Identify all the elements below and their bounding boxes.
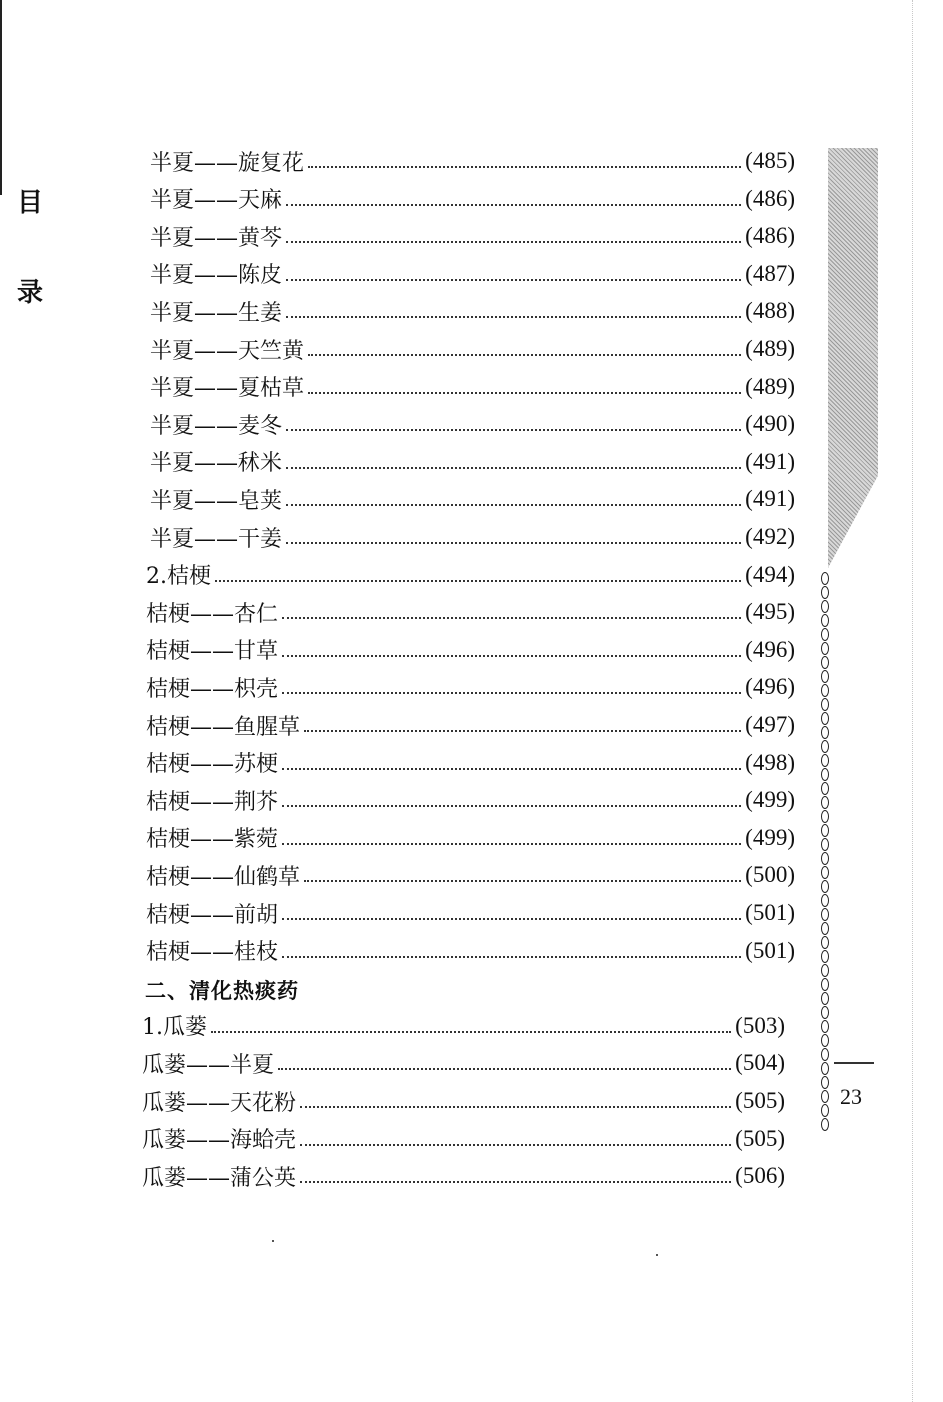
toc-entry[interactable] (150, 334, 795, 364)
toc-entry[interactable] (150, 409, 795, 439)
chain-link (821, 950, 829, 963)
toc-entry[interactable] (146, 748, 795, 778)
chain-link (821, 614, 829, 627)
toc-entry-page: (496) (745, 636, 795, 662)
toc-entry-title: 半夏——秫米 (150, 451, 283, 477)
toc-entry-page: (496) (745, 674, 795, 700)
chain-link (821, 1076, 829, 1089)
dot-leader (286, 447, 741, 469)
chain-link (821, 1020, 829, 1033)
toc-entry-title: 半夏——生姜 (150, 300, 283, 326)
toc-entry-title: 1.瓜蒌 (142, 1015, 207, 1041)
toc-entry-title: 半夏——夏枯草 (150, 376, 305, 402)
toc-entry[interactable] (146, 860, 795, 890)
dot-leader (286, 522, 741, 544)
toc-entry-page: (491) (745, 448, 795, 474)
chain-link (821, 866, 829, 879)
toc-entry-title: 桔梗——枳壳 (146, 676, 279, 702)
toc-entry-page: (488) (745, 298, 795, 324)
toc-entry-page: (499) (745, 824, 795, 850)
toc-entry-page: (498) (745, 749, 795, 775)
dot-leader (215, 560, 741, 582)
chapter-side-tab (828, 148, 878, 568)
decorative-chain-border (818, 572, 832, 1132)
chain-link (821, 712, 829, 725)
toc-entry-page: (501) (745, 900, 795, 925)
toc-entry-page: (486) (745, 223, 795, 249)
chain-link (821, 978, 829, 991)
toc-entry-page: (505) (735, 1125, 785, 1151)
dot-leader (282, 898, 741, 920)
toc-entry-title: 半夏——天麻 (150, 188, 283, 214)
toc-entry[interactable] (150, 259, 795, 289)
toc-entry-title: 半夏——干姜 (150, 526, 283, 552)
chain-link (821, 656, 829, 669)
toc-entry[interactable] (146, 823, 795, 853)
chain-link (821, 642, 829, 655)
toc-entry-page: (489) (745, 336, 795, 361)
chain-link (821, 1006, 829, 1019)
toc-entry-title: 桔梗——荆芥 (146, 789, 279, 815)
toc-entry-title: 半夏——旋复花 (150, 150, 305, 176)
chain-link (821, 796, 829, 809)
toc-entry-page: (497) (745, 712, 795, 737)
toc-entry-page: (487) (745, 260, 795, 286)
dot-leader (282, 597, 741, 619)
toc-entry[interactable] (146, 635, 795, 665)
chain-link (821, 1034, 829, 1047)
toc-entry[interactable] (150, 372, 795, 402)
chain-link (821, 740, 829, 753)
chain-link (821, 852, 829, 865)
chain-link (821, 1104, 829, 1117)
toc-entry-page: (500) (745, 862, 795, 888)
toc-entry-page: (485) (745, 148, 795, 173)
chain-link (821, 824, 829, 837)
chain-link (821, 698, 829, 711)
dot-leader (286, 259, 741, 281)
chain-link (821, 726, 829, 739)
toc-entry[interactable] (142, 1011, 785, 1041)
dot-leader (282, 785, 741, 807)
dot-leader (282, 635, 741, 657)
chain-link (821, 992, 829, 1005)
chain-link (821, 810, 829, 823)
toc-entry-page: (505) (735, 1088, 785, 1113)
dot-leader (300, 1124, 731, 1146)
chain-link (821, 894, 829, 907)
toc-entry-title: 桔梗——鱼腥草 (146, 714, 301, 740)
dot-leader (282, 748, 741, 770)
toc-entry[interactable] (146, 898, 795, 928)
toc-entry[interactable] (150, 522, 795, 552)
chain-link (821, 1062, 829, 1075)
dot-leader (308, 334, 741, 356)
dot-leader (286, 409, 741, 431)
chain-link (821, 670, 829, 683)
toc-entry[interactable] (142, 1086, 785, 1116)
toc-entry[interactable] (142, 1124, 785, 1154)
toc-entry-title: 瓜蒌——蒲公英 (142, 1165, 297, 1191)
toc-entry-title: 桔梗——仙鹤草 (146, 864, 301, 890)
dot-leader (300, 1161, 731, 1183)
dot-leader (282, 823, 741, 845)
dot-leader (304, 710, 741, 732)
toc-entry-title: 桔梗——苏梗 (146, 752, 279, 778)
chain-link (821, 838, 829, 851)
toc-entry[interactable] (150, 221, 795, 251)
page-number-rule (834, 1062, 874, 1064)
toc-entry-page: (495) (745, 599, 795, 625)
toc-entry-page: (489) (745, 373, 795, 399)
binding-dotted-line (912, 0, 913, 1402)
dot-leader (300, 1086, 731, 1108)
toc-entry-title: 桔梗——前胡 (146, 902, 279, 928)
dot-leader (286, 221, 741, 243)
toc-entry[interactable] (146, 672, 795, 702)
toc-entry-title: 桔梗——甘草 (146, 639, 279, 665)
chain-link (821, 600, 829, 613)
page-edge-line (0, 0, 2, 195)
toc-entry[interactable] (146, 560, 795, 590)
toc-entry-title: 半夏——麦冬 (150, 413, 283, 439)
chain-link (821, 922, 829, 935)
toc-entry-title: 桔梗——杏仁 (146, 601, 279, 627)
dot-leader (304, 860, 741, 882)
chain-link (821, 908, 829, 921)
toc-entry-title: 瓜蒌——天花粉 (142, 1090, 297, 1116)
dot-leader (278, 1048, 731, 1070)
dot-leader (286, 296, 741, 318)
dot-leader (308, 372, 741, 394)
dot-leader (308, 146, 741, 168)
side-tab-char-1: 目 (16, 188, 43, 218)
toc-entry[interactable] (150, 146, 795, 176)
toc-entry-page: (492) (745, 524, 795, 549)
dot-leader (211, 1011, 731, 1033)
page-number: 23 (840, 1084, 862, 1109)
toc-entry-title: 2.桔梗 (146, 564, 211, 590)
toc-entry-page: (499) (745, 787, 795, 813)
chain-link (821, 964, 829, 977)
chain-link (821, 880, 829, 893)
toc-entry[interactable] (146, 936, 795, 966)
chain-link (821, 572, 829, 585)
toc-entry-title: 瓜蒌——半夏 (142, 1052, 275, 1078)
toc-entry-page: (504) (735, 1050, 785, 1076)
toc-entry-page: (503) (735, 1012, 785, 1038)
toc-entry[interactable] (146, 710, 795, 740)
toc-entry[interactable] (150, 296, 795, 326)
chain-link (821, 1090, 829, 1103)
toc-entry-title: 桔梗——桂枝 (146, 940, 279, 966)
toc-entry-title: 半夏——陈皮 (150, 263, 283, 289)
dot-leader (282, 936, 741, 958)
toc-entry-title: 半夏——黄芩 (150, 225, 283, 251)
toc-entry-page: (501) (745, 937, 795, 963)
chain-link (821, 684, 829, 697)
toc-entry-page: (494) (745, 561, 795, 587)
chain-link (821, 768, 829, 781)
toc-entry[interactable] (142, 1161, 785, 1191)
toc-entry[interactable] (142, 1048, 785, 1078)
chain-link (821, 1118, 829, 1131)
chain-link (821, 754, 829, 767)
scan-speck (656, 1254, 658, 1256)
toc-entry[interactable] (150, 184, 795, 214)
toc-entry-page: (490) (745, 411, 795, 437)
toc-entry-title: 瓜蒌——海蛤壳 (142, 1128, 297, 1154)
toc-entry-title: 桔梗——紫菀 (146, 827, 279, 853)
side-tab-char-2: 录 (16, 278, 43, 308)
dot-leader (286, 484, 741, 506)
chain-link (821, 936, 829, 949)
chain-link (821, 1048, 829, 1061)
toc-entry-title: 半夏——皂荚 (150, 488, 283, 514)
chain-link (821, 586, 829, 599)
dot-leader (282, 672, 741, 694)
chain-link (821, 628, 829, 641)
toc-entry[interactable] (150, 447, 795, 477)
toc-entry[interactable] (146, 597, 795, 627)
toc-entry-page: (486) (745, 185, 795, 211)
section-heading: 二、清化热痰药 (145, 978, 299, 1004)
toc-entry-page: (491) (745, 486, 795, 512)
toc-entry-title: 半夏——天竺黄 (150, 338, 305, 364)
scan-speck (272, 1240, 274, 1242)
dot-leader (286, 184, 741, 206)
toc-entry[interactable] (146, 785, 795, 815)
toc-entry-page: (506) (735, 1163, 785, 1189)
toc-entry[interactable] (150, 484, 795, 514)
chain-link (821, 782, 829, 795)
